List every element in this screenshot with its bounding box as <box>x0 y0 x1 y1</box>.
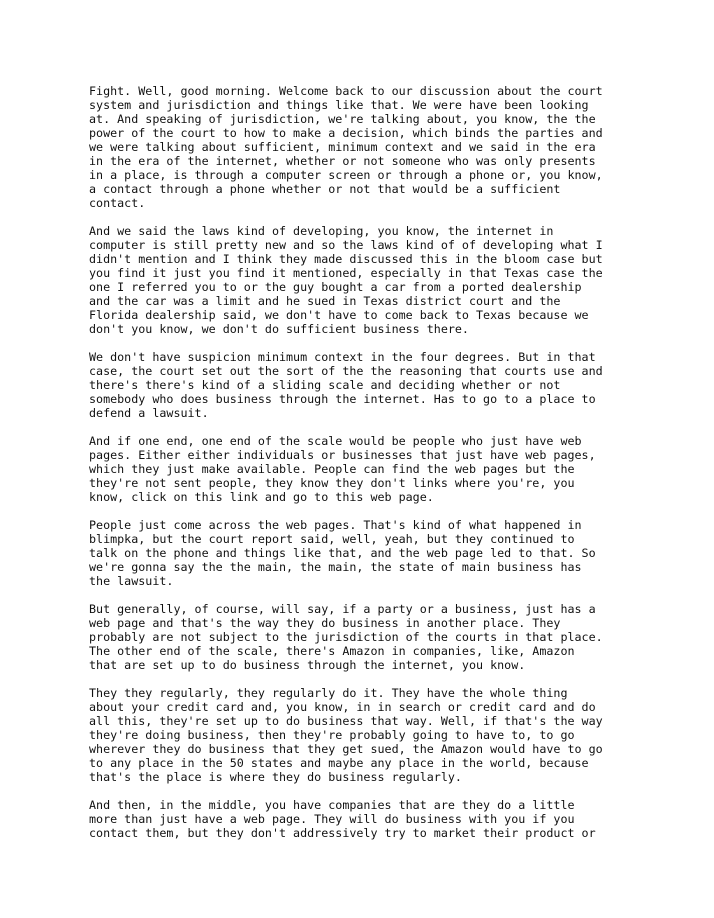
text-line: we're gonna say the the main, the main, the state of main business has <box>89 560 582 574</box>
text-line: the lawsuit. <box>89 574 174 588</box>
text-line: at. And speaking of jurisdiction, we're talking about, you know, the the <box>89 112 596 126</box>
text-line: probably are not subject to the jurisdiction of the courts in that place. <box>89 630 603 644</box>
text-line: People just come across the web pages. That's kind of what happened in <box>89 518 582 532</box>
paragraph-2 <box>89 224 649 336</box>
text-line: blimpka, but the court report said, well, yeah, but they continued to <box>89 532 575 546</box>
text-line: that's the place is where they do business regularly. <box>89 770 462 784</box>
text-line: But generally, of course, will say, if a party or a business, just has a <box>89 602 596 616</box>
text-line: they're not sent people, they know they don't links where you're, you <box>89 476 575 490</box>
paragraph-6 <box>89 602 649 672</box>
text-line: defend a lawsuit. <box>89 406 209 420</box>
text-line: web page and that's the way they do business in another place. They <box>89 616 561 630</box>
text-line: don't you know, we don't do sufficient business there. <box>89 322 469 336</box>
text-line: talk on the phone and things like that, and the web page led to that. So <box>89 546 596 560</box>
text-line: and the car was a limit and he sued in Texas district court and the <box>89 294 561 308</box>
text-line: contact them, but they don't addressively try to market their product or <box>89 826 596 840</box>
text-line: contact. <box>89 196 146 210</box>
text-line: know, click on this link and go to this web page. <box>89 490 434 504</box>
text-line: you find it just you find it mentioned, especially in that Texas case the <box>89 266 603 280</box>
paragraph-3 <box>89 350 649 420</box>
text-line: They they regularly, they regularly do it. They have the whole thing <box>89 686 568 700</box>
text-line: one I referred you to or the guy bought a car from a ported dealership <box>89 280 582 294</box>
paragraph-4 <box>89 434 649 504</box>
text-line: to any place in the 50 states and maybe any place in the world, because <box>89 756 589 770</box>
text-line: a contact through a phone whether or not that would be a sufficient <box>89 182 561 196</box>
text-line: somebody who does business through the internet. Has to go to a place to <box>89 392 596 406</box>
text-line: there's there's kind of a sliding scale and deciding whether or not <box>89 378 561 392</box>
text-line: wherever they do business that they get sued, the Amazon would have to go <box>89 742 603 756</box>
paragraph-7 <box>89 686 649 784</box>
text-line: they're doing business, then they're probably going to have to, to go <box>89 728 575 742</box>
document-page <box>89 84 649 854</box>
text-line: And then, in the middle, you have companies that are they do a little <box>89 798 575 812</box>
text-line: Fight. Well, good morning. Welcome back to our discussion about the court <box>89 84 603 98</box>
text-line: we were talking about sufficient, minimum context and we said in the era <box>89 140 596 154</box>
text-line: The other end of the scale, there's Amazon in companies, like, Amazon <box>89 644 575 658</box>
text-line: more than just have a web page. They will do business with you if you <box>89 812 575 826</box>
text-line: power of the court to how to make a decision, which binds the parties and <box>89 126 603 140</box>
paragraph-1 <box>89 84 649 210</box>
paragraph-8 <box>89 798 649 840</box>
text-line: And we said the laws kind of developing, you know, the internet in <box>89 224 554 238</box>
text-line: We don't have suspicion minimum context in the four degrees. But in that <box>89 350 596 364</box>
paragraph-5 <box>89 518 649 588</box>
text-line: pages. Either either individuals or businesses that just have web pages, <box>89 448 596 462</box>
text-line: system and jurisdiction and things like that. We were have been looking <box>89 98 589 112</box>
text-line: Florida dealership said, we don't have to come back to Texas because we <box>89 308 589 322</box>
text-line: which they just make available. People can find the web pages but the <box>89 462 575 476</box>
text-line: in a place, is through a computer screen or through a phone or, you know, <box>89 168 603 182</box>
text-line: in the era of the internet, whether or not someone who was only presents <box>89 154 596 168</box>
text-line: And if one end, one end of the scale would be people who just have web <box>89 434 582 448</box>
text-line: that are set up to do business through the internet, you know. <box>89 658 526 672</box>
text-line: about your credit card and, you know, in in search or credit card and do <box>89 700 596 714</box>
text-line: computer is still pretty new and so the laws kind of of developing what I <box>89 238 603 252</box>
text-line: all this, they're set up to do business that way. Well, if that's the way <box>89 714 603 728</box>
text-line: case, the court set out the sort of the the reasoning that courts use and <box>89 364 603 378</box>
text-line: didn't mention and I think they made discussed this in the bloom case but <box>89 252 603 266</box>
